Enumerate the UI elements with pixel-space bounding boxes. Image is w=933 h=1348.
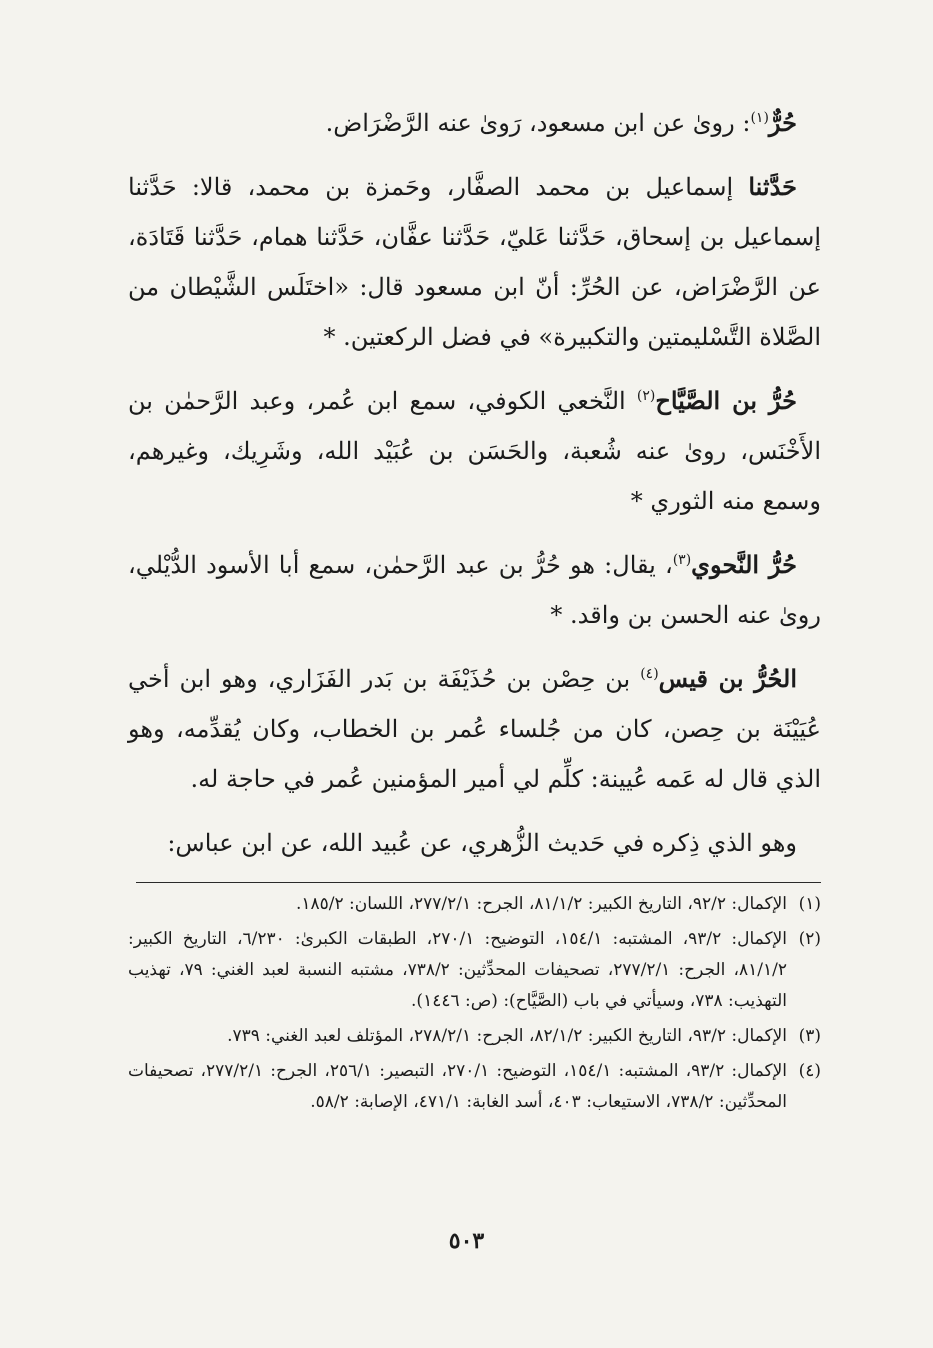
main-text xyxy=(128,98,821,868)
paragraph-text: ، يقال: هو حُرُّ بن عبد الرَّحمٰن، سمع أبا الأسود الدُّيْلي، روىٰ عنه الحسن بن واقد. * xyxy=(128,551,821,629)
footnote-text: الإكمال: ٩٣/٢، المشتبه: ١٥٤/١، التوضيح: ٢٧٠/١، الطبقات الكبرىٰ: ٦/٢٣٠، التاريخ الكبير: ٨١/١/٢، الجرح: ٢٧٧/٢/١، تصحيفات المحدِّثين: ٧٣٨/٢، مشتبه النسبة لعبد الغني: ٧٩، تهذيب التهذيب: ٧٣٨، وسيأتي في باب (الصَّيَّاح): (ص: ١٤٤٦). xyxy=(128,929,787,1011)
footnote-ref: (٣) xyxy=(672,552,692,568)
paragraph xyxy=(128,162,821,362)
footnote-text: الإكمال: ٩٢/٢، التاريخ الكبير: ٨١/١/٢، الجرح: ٢٧٧/٢/١، اللسان: ١٨٥/٢. xyxy=(295,894,787,914)
paragraph-text: إسماعيل بن محمد الصفَّار، وحَمزة بن محمد، قالا: حَدَّثنا إسماعيل بن إسحاق، حَدَّثنا عَليّ، حَدَّثنا عفَّان، حَدَّثنا همام، حَدَّثنا قَتَادَة، عن الرَّضْرَاض، عن الحُرِّ: أنّ ابن مسعود قال: «اختَلَس الشَّيْطان من الصَّلاة التَّسْليمتين والتكبيرة» في فضل الركعتين. * xyxy=(128,173,821,351)
paragraph xyxy=(128,98,821,148)
paragraph xyxy=(128,540,821,640)
footnote-text: الإكمال: ٩٣/٢، المشتبه: ١٥٤/١، التوضيح: ٢٧٠/١، التبصير: ٢٥٦/١، الجرح: ٢٧٧/٢/١، تصحيفات المحدِّثين: ٧٣٨/٢، الاستيعاب: ٤٠٣، أسد الغابة: ٤٧١/١، الإصابة: ٥٨/٢. xyxy=(128,1061,787,1112)
footnote-ref: (٤) xyxy=(640,666,659,682)
footnote xyxy=(128,924,821,1017)
page-number: ٥٠٣ xyxy=(448,1228,485,1254)
entry-heading: حَدَّثنا xyxy=(748,172,797,201)
footnote-number: (٢) xyxy=(798,929,821,949)
footnote xyxy=(128,1056,821,1118)
entry-heading: حُرُّ النَّحوي xyxy=(691,550,797,579)
entry-heading: حُرٌّ xyxy=(768,108,797,137)
footnote xyxy=(128,889,821,920)
paragraph xyxy=(128,818,821,868)
footnotes xyxy=(128,889,821,1118)
entry-heading: الحُرُّ بن قيس xyxy=(658,664,798,693)
footnote-ref: (٢) xyxy=(636,388,656,404)
paragraph xyxy=(128,376,821,526)
footnote-ref: (١) xyxy=(750,110,769,126)
paragraph-text: وهو الذي ذِكره في حَديث الزُّهري، عن عُبيد الله، عن ابن عباس: xyxy=(167,829,797,857)
paragraph-text: النَّخعي الكوفي، سمع ابن عُمر، وعبد الرَّحمٰن بن الأَخْنَس، روىٰ عنه شُعبة، والحَسَن بن عُبَيْد الله، وشَرِيك، وغيرهم، وسمع منه الثوري * xyxy=(128,387,821,515)
footnote xyxy=(128,1021,821,1052)
paragraph-text: : روىٰ عن ابن مسعود، رَوىٰ عنه الرَّضْرَاض. xyxy=(325,109,751,137)
paragraph xyxy=(128,654,821,804)
footnote-divider xyxy=(136,882,821,883)
footnote-number: (٣) xyxy=(798,1026,821,1046)
paragraph-text: بن حِصْن بن حُذَيْفَة بن بَدر الفَزَاري، وهو ابن أخي عُيَيْنَة بن حِصن، كان من جُلساء عُمر بن الخطاب، وكان يُقدِّمه، وهو الذي قال له عَمه عُيينة: كلِّم لي أمير المؤمنين عُمر في حاجة له. xyxy=(128,665,821,793)
footnote-number: (١) xyxy=(798,894,821,914)
footnote-number: (٤) xyxy=(798,1061,821,1081)
footnote-text: الإكمال: ٩٣/٢، التاريخ الكبير: ٨٢/١/٢، الجرح: ٢٧٨/٢/١، المؤتلف لعبد الغني: ٧٣٩. xyxy=(227,1026,787,1046)
entry-heading: حُرُّ بن الصَّيَّاح xyxy=(655,386,797,415)
